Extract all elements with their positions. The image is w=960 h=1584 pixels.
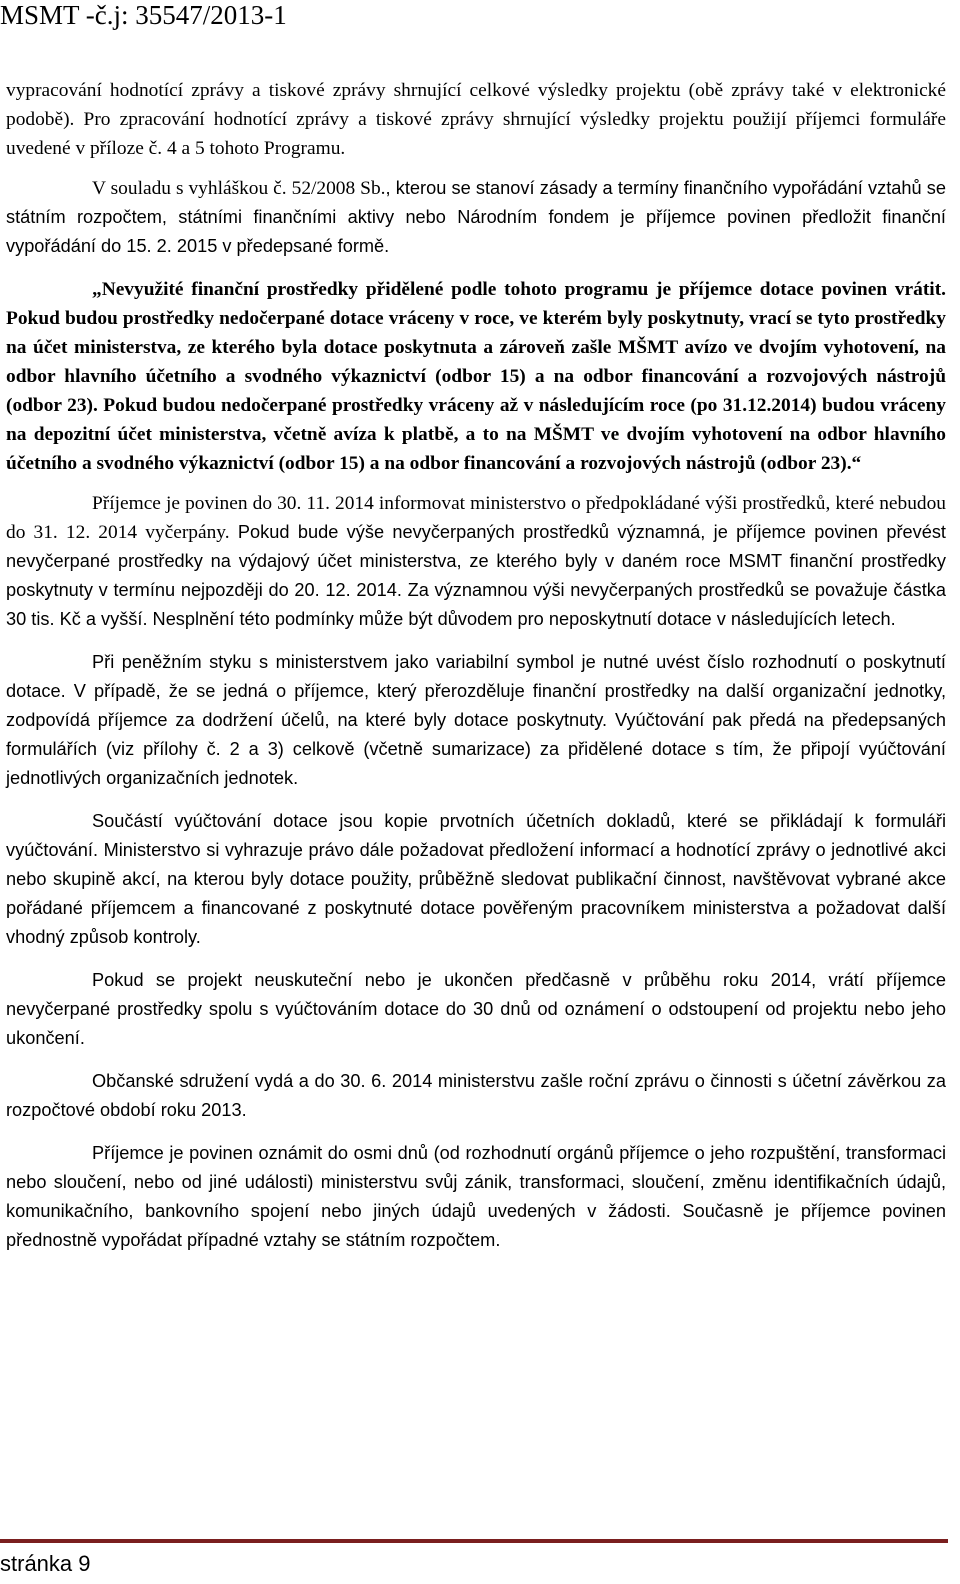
deadline-sentence: Příjemce je povinen do 30. 11. 2014 informovat ministerstvo o předpokládané výši prostředků, které nebudou do 31. 12. 2014 vyčerpány. — [6, 493, 946, 543]
paragraph-cancellation: Pokud se projekt neuskuteční nebo je ukončen předčasně v průběhu roku 2014, vrátí příjemce nevyčerpané prostředky spolu s vyúčtováním dotace do 30 dnů od oznámení o odstoupení od projektu nebo jeho ukončení. — [6, 970, 946, 1048]
paragraph-deadline — [6, 489, 946, 634]
paragraph-payments: Při peněžním styku s ministerstvem jako variabilní symbol je nutné uvést číslo rozhodnutí o poskytnutí dotace. V případě, že se jedná o příjemce, který přerozděluje finanční prostředky na další organizační jednotky, zodpovídá příjemce za dodržení účelů, na které byly dotace poskytnuty. Vyúčtování pak předá na předepsaných formulářích (viz přílohy č. 2 a 3) celkově (včetně sumarizace) za přidělené dotace s tím, že připojí vyúčtování jednotlivých organizačních jednotek. — [6, 652, 946, 788]
deadline-transfer: Pokud bude výše nevyčerpaných prostředků významná, je příjemce povinen převést nevyčerpané prostředky na výdajový účet ministerstva, ze kterého byly v daném roce MSMT finanční prostředky poskytnuty v termínu nejpozději do 20. 12. 2014. — [6, 522, 946, 600]
paragraph-decree — [6, 174, 946, 261]
document-body — [6, 76, 946, 1255]
paragraph-notification: Příjemce je povinen oznámit do osmi dnů (od rozhodnutí orgánů příjemce o jeho rozpuštění, transformaci nebo sloučení, nebo od jiné události) ministerstvu svůj zánik, transformaci, sloučení, změnu identifikačních údajů, komunikačního, bankovního spojení nebo jiných údajů uvedených v žádosti. Současně je příjemce povinen přednostně vypořádat případné vztahy se státním rozpočtem. — [6, 1143, 946, 1250]
footer-divider — [0, 1539, 948, 1543]
deadline-threshold: Za významnou výši nevyčerpaných prostředků se považuje částka 30 tis. Kč a vyšší. Nesplnění této podmínky může být důvodem pro neposkytnutí dotace v následujících letech. — [6, 580, 946, 629]
decree-text: , kterou se stanoví zásady a termíny finančního vypořádání vztahů se státním rozpočtem, státními finančními aktivy nebo Národním fondem je příjemce povinen předložit finanční vypořádání do 15. 2. 2015 v předepsané formě. — [6, 178, 946, 256]
paragraph-annual-report: Občanské sdružení vydá a do 30. 6. 2014 ministerstvu zašle roční zprávu o činnosti s účetní závěrkou za rozpočtové období roku 2013. — [6, 1071, 946, 1120]
document-header: MSMT -č.j: 35547/2013-1 — [0, 0, 287, 30]
paragraph-unused-funds: „Nevyužité finanční prostředky přidělené podle tohoto programu je příjemce dotace povinen vrátit. Pokud budou prostředky nedočerpané dotace vráceny v roce, ve kterém byly poskytnuty, vrací se tyto prostředky na účet ministerstva, ze kterého byla dotace poskytnuta a zároveň zašle MŠMT avízo ve dvojím vyhotovení, na odbor hlavního účetního a svodného výkaznictví (odbor 15) a na odbor financování a rozvojových nástrojů (odbor 23). Pokud budou nedočerpané prostředky vráceny až v následujícím roce (po 31.12.2014) budou vráceny na depozitní účet ministerstva, včetně avíza k platbě, a to na MŠMT ve dvojím vyhotovení na odbor hlavního účetního a svodného výkaznictví (odbor 15) a na odbor financování a rozvojových nástrojů (odbor 23).“ — [6, 279, 946, 474]
decree-reference: V souladu s vyhláškou č. 52/2008 Sb. — [92, 178, 386, 199]
page-number: stránka 9 — [0, 1551, 91, 1576]
paragraph-documents: Součástí vyúčtování dotace jsou kopie prvotních účetních dokladů, které se přikládají k formuláři vyúčtování. Ministerstvo si vyhrazuje právo dále požadovat předložení informací a hodnotící zprávy o jednotlivé akci nebo skupině akcí, na kterou byly dotace použity, průběžně sledovat publikační činnost, navštěvovat vybrané akce pořádané příjemcem a financované z poskytnuté dotace pověřeným pracovníkem ministerstva a požadovat další vhodný způsob kontroly. — [6, 811, 946, 947]
paragraph-report: vypracování hodnotící zprávy a tiskové zprávy shrnující celkové výsledky projektu (obě zprávy také v elektronické podobě). Pro zpracování hodnotící zprávy a tiskové zprávy shrnující výsledky projektu použijí příjemci formuláře uvedené v příloze č. 4 a 5 tohoto Programu. — [6, 80, 946, 159]
